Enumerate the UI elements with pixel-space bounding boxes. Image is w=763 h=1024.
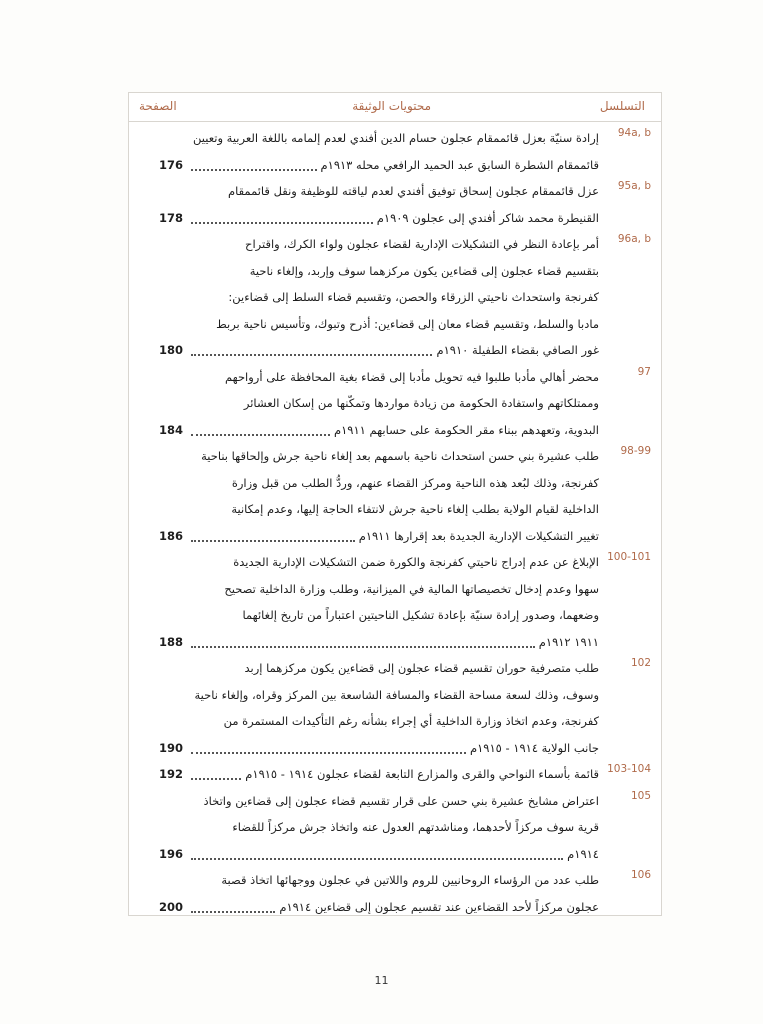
- dot-leader: [191, 858, 563, 860]
- entry-line: قائمة بأسماء النواحي والقرى والمزارع التابعة لقضاء عجلون ١٩١٤ - ١٩١٥م: [245, 767, 599, 781]
- table-row: [129, 549, 661, 655]
- entry-line: اعتراض مشايخ عشيرة بني حسن على قرار تقسيم قضاء عجلون إلى قضاءين واتخاذ: [203, 793, 599, 808]
- table-row: [129, 443, 661, 549]
- entry-page-number: 190: [159, 740, 184, 755]
- table-header: [129, 93, 661, 122]
- table-row: [129, 231, 661, 364]
- entry-line: القنيطرة محمد شاكر أفندي إلى عجلون ١٩٠٩م: [376, 210, 599, 225]
- entry-line: إرادة سنيّة بعزل قائممقام عجلون حسام الدين أفندي لعدم إلمامه باللغة العربية وتعيين: [193, 131, 599, 145]
- entry-sequence: 96a, b: [617, 233, 651, 245]
- entry-description: [187, 655, 599, 761]
- entry-line: كفرنجة، وذلك لبُعد هذه الناحية ومركز القضاء عنهم، وردُّ الطلب من قبل وزارة: [231, 475, 599, 490]
- page-number: 11: [374, 974, 389, 987]
- table-row: [129, 655, 661, 761]
- entry-description: [187, 761, 599, 788]
- entry-line: قرية سوف مركزاً لأحدهما، ومناشدتهم العدول عنه واتخاذ جرش مركزاً للقضاء: [232, 820, 599, 834]
- entry-line: كفرنجة، وعدم اتخاذ وزارة الداخلية أي إجراء بشأنه رغم التأكيدات المستمرة من: [223, 714, 599, 728]
- entry-line: الداخلية لقيام الولاية بطلب إلغاء ناحية جرش لانتفاء الحاجة إليها، وعدم إمكانية: [231, 502, 599, 516]
- dot-leader: [191, 911, 275, 913]
- entry-page-number: 188: [159, 634, 184, 649]
- dot-leader: [191, 540, 355, 542]
- table-row: [129, 788, 661, 868]
- dot-leader: [191, 222, 373, 224]
- entry-line: البدوية، وتعهدهم ببناء مقر الحكومة على حسابهم ١٩١١م: [333, 422, 599, 437]
- entry-description: [187, 364, 599, 444]
- table-row: [129, 761, 661, 788]
- entry-sequence: 103-104: [607, 763, 651, 775]
- entry-description: [187, 125, 599, 178]
- entry-line: الإبلاغ عن عدم إدراج ناحيتي كفرنجة والكورة ضمن التشكيلات الإدارية الجديدة: [233, 555, 599, 569]
- header-sequence: التسلسل: [599, 99, 645, 113]
- entry-line: محضر أهالي مأدبا طلبوا فيه تحويل مأدبا إلى قضاء بغية المحافظة على أرواحهم: [224, 369, 599, 384]
- entry-description: [187, 549, 599, 655]
- entry-description: [187, 178, 599, 231]
- entry-line: أمر بإعادة النظر في التشكيلات الإدارية لقضاء عجلون ولواء الكرك، واقتراح: [245, 237, 599, 251]
- contents-table: [128, 92, 662, 916]
- entry-sequence: 106: [630, 869, 651, 881]
- entry-line: كفرنجة واستحداث ناحيتي الزرقاء والحصن، وتقسيم قضاء السلط إلى قضاءين:: [228, 290, 599, 304]
- table-rows: [129, 125, 661, 920]
- entry-page-number: 200: [159, 899, 184, 914]
- entry-line: وضعهما، وصدور إرادة سنيّة بإعادة تشكيل الناحيتين اعتباراً من تاريخ إلغائهما: [242, 608, 599, 622]
- entry-line: جانب الولاية ١٩١٤ - ١٩١٥م: [469, 740, 599, 755]
- entry-line: وممتلكاتهم واستفادة الحكومة من زيادة مواردها وتمكّنها من إسكان العشائر: [243, 396, 599, 410]
- entry-line: سهوا وعدم إدخال تخصيصاتها المالية في الميزانية، وطلب وزارة الداخلية تصحيح: [224, 581, 599, 596]
- entry-line: طلب عدد من الرؤساء الروحانيين للروم واللاتين في عجلون ووجهائها اتخاذ قصبة: [221, 873, 599, 887]
- dot-leader: [191, 434, 330, 436]
- entry-line: عزل قائممقام عجلون إسحاق توفيق أفندي لعدم لياقته للوظيفة ونقل قائممقام: [227, 184, 599, 198]
- entry-description: [187, 788, 599, 868]
- entry-sequence: 94a, b: [617, 127, 651, 139]
- entry-line: طلب عشيرة بني حسن استحداث ناحية باسمهم بعد إلغاء ناحية جرش وإلحاقها بناحية: [201, 449, 599, 463]
- dot-leader: [191, 169, 317, 171]
- entry-page-number: 192: [159, 767, 184, 781]
- dot-leader: [191, 354, 432, 356]
- entry-line: تغيير التشكيلات الإدارية الجديدة بعد إقرارها ١٩١١م: [358, 528, 599, 543]
- table-row: [129, 867, 661, 920]
- entry-page-number: 180: [159, 343, 184, 357]
- dot-leader: [191, 778, 241, 780]
- header-page: الصفحة: [139, 99, 177, 113]
- entry-line: طلب متصرفية حوران تقسيم قضاء عجلون إلى قضاءين يكون مركزهما إربد: [244, 661, 599, 675]
- entry-page-number: 178: [159, 210, 184, 225]
- header-contents: محتويات الوثيقة: [352, 99, 431, 113]
- entry-sequence: 100-101: [607, 551, 651, 563]
- entry-line: وسوف، وذلك لسعة مساحة القضاء والمسافة الشاسعة بين المركز وقراه، وإلغاء ناحية: [194, 687, 599, 702]
- entry-line: ١٩١١ ١٩١٢م: [538, 634, 599, 649]
- entry-line: ١٩١٤م: [567, 846, 599, 861]
- entry-line: قائممقام الشطرة السابق عبد الحميد الرافعي محله ١٩١٣م: [320, 157, 599, 172]
- entry-page-number: 186: [159, 528, 184, 543]
- entry-description: [187, 867, 599, 920]
- entry-page-number: 184: [159, 422, 184, 437]
- entry-line: مادبا والسلط، وتقسيم قضاء معان إلى قضاءين: أذرح وتبوك، وتأسيس ناحية بربط: [216, 316, 599, 331]
- entry-sequence: 95a, b: [617, 180, 651, 192]
- table-row: [129, 125, 661, 178]
- entry-sequence: 102: [630, 657, 651, 669]
- entry-description: [187, 231, 599, 364]
- dot-leader: [191, 646, 535, 648]
- entry-line: عجلون مركزاً لأحد القضاءين عند تقسيم عجلون إلى قضاءين ١٩١٤م: [279, 899, 599, 914]
- entry-sequence: 98-99: [620, 445, 651, 457]
- table-row: [129, 178, 661, 231]
- dot-leader: [191, 752, 466, 754]
- entry-description: [187, 443, 599, 549]
- entry-sequence: 97: [637, 365, 651, 378]
- entry-sequence: 105: [630, 789, 651, 802]
- entry-page-number: 196: [159, 846, 184, 861]
- table-row: [129, 364, 661, 444]
- entry-page-number: 176: [159, 157, 184, 172]
- entry-line: بتقسيم قضاء عجلون إلى قضاءين يكون مركزهما سوف وإربد، وإلغاء ناحية: [249, 263, 599, 278]
- entry-line: غور الصافي بقضاء الطفيلة ١٩١٠م: [436, 343, 599, 357]
